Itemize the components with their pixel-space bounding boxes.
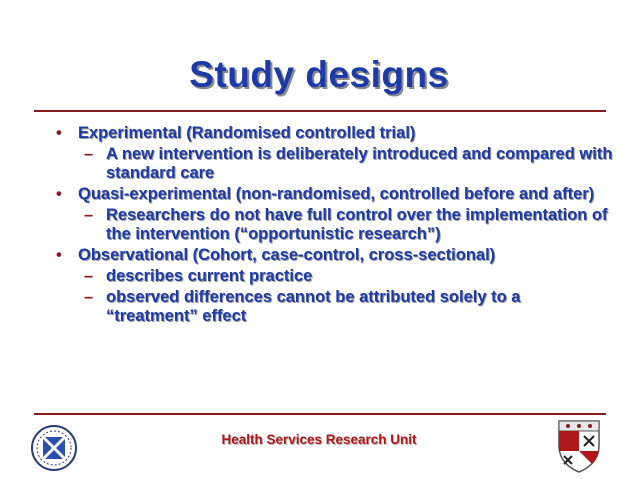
crest-shield-icon (556, 418, 602, 474)
bullet-item-experimental: • Experimental (Randomised controlled trial) (56, 124, 616, 143)
title-divider (34, 110, 606, 112)
bullet-item-quasi-experimental: • Quasi-experimental (non-randomised, controlled before and after) (56, 185, 616, 204)
slide-title: Study designs (189, 54, 449, 95)
sub-bullet-item: – describes current practice (56, 267, 616, 286)
sub-bullet-item: – observed differences cannot be attributed solely to a “treatment” effect (56, 288, 616, 326)
footer-divider (34, 413, 606, 415)
footer-text: Health Services Research Unit (221, 432, 417, 447)
sub-bullet-item: – A new intervention is deliberately introduced and compared with standard care (56, 145, 616, 183)
sub-bullet-item: – Researchers do not have full control over the implementation of the intervention (“opportunistic research”) (56, 206, 616, 244)
bullet-list (56, 124, 616, 328)
bullet-item-observational: • Observational (Cohort, case-control, cross-sectional) (56, 246, 616, 265)
